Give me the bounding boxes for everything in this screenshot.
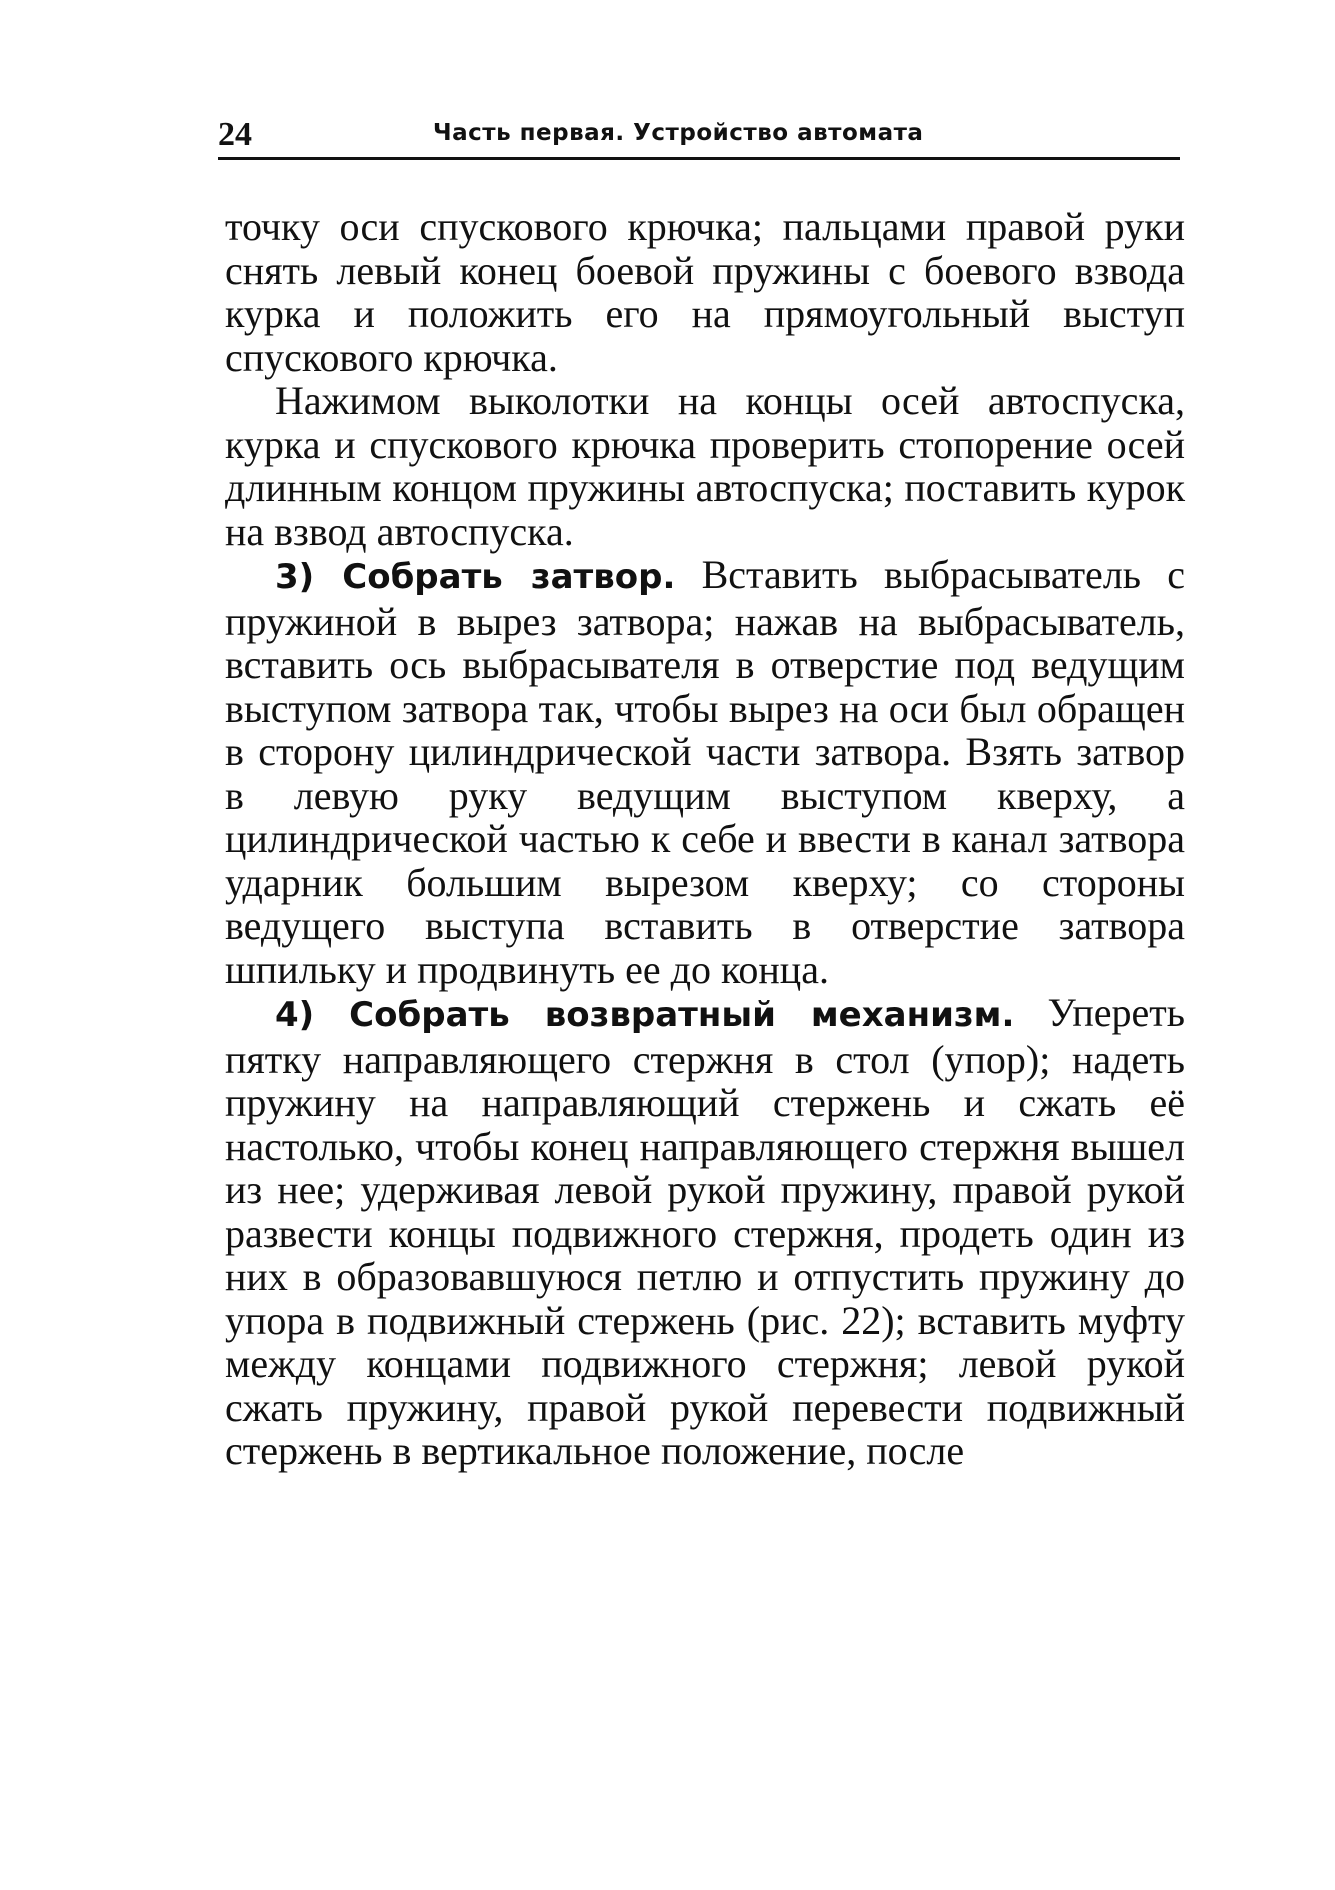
section-heading-3: 3) Собрать затвор. [275, 557, 676, 597]
running-head: Часть первая. Устройство автомата [433, 120, 924, 146]
page-number: 24 [218, 116, 252, 153]
body-text [225, 205, 1185, 1473]
page-header [218, 114, 1183, 160]
paragraph-4 [225, 991, 1185, 1473]
paragraph-2: Нажимом выколотки на концы осей автоспуска, курка и спускового крючка проверить стопорение осей длинным концом пружины автоспуска; поставить курок на взвод автоспуска. [225, 378, 1185, 554]
paragraph-3-text: Вставить выбрасыватель с пружиной в вырез затвора; нажав на выбрасыватель, вставить ось выбрасывателя в отверстие под ведущим выступом затвора так, чтобы вырез на оси был обращен в сторону цилиндрической части затвора. Взять затвор в левую руку ведущим выступом кверху, а цилиндрической частью к себе и ввести в канал затвора ударник большим вырезом кверху; со стороны ведущего выступа вставить в отверстие затвора шпильку и продвинуть ее до конца. [225, 552, 1185, 992]
header-rule [218, 157, 1180, 160]
section-heading-4: 4) Собрать возвратный механизм. [275, 995, 1015, 1035]
paragraph-4-text: Упереть пятку направляющего стержня в стол (упор); надеть пружину на направляющий стержень и сжать её настолько, чтобы конец направляющего стержня вышел из нее; удерживая левой рукой пружину, правой рукой развести концы подвижного стержня, продеть один из них в образовавшуюся петлю и отпустить пружину до упора в подвижный стержень (рис. 22); вставить муфту между концами подвижного стержня; левой рукой сжать пружину, правой рукой перевести подвижный стержень в вертикальное положение, после [225, 990, 1185, 1473]
paragraph-3 [225, 553, 1185, 991]
paragraph-1: точку оси спускового крючка; пальцами правой руки снять левый конец боевой пружины с боевого взвода курка и положить его на прямоугольный выступ спускового крючка. [225, 204, 1185, 380]
